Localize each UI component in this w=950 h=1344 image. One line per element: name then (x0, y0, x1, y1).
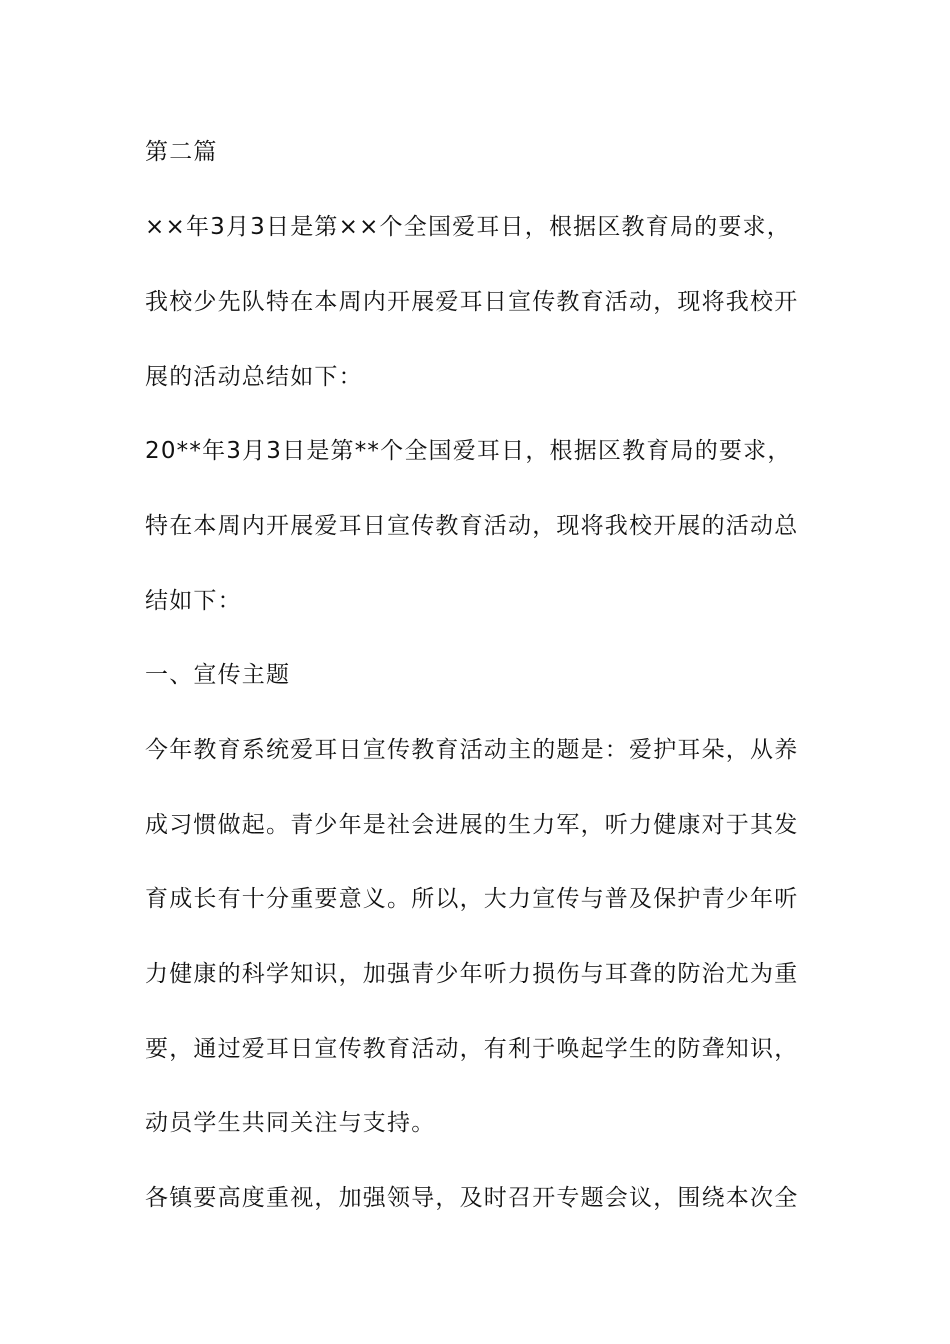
section-heading: 第二篇 (145, 139, 218, 165)
text-line: 特在本周内开展爱耳日宣传教育活动，现将我校开展的活动总 (145, 513, 799, 539)
text-line: 今年教育系统爱耳日宣传教育活动主的题是：爱护耳朵，从养 (145, 737, 799, 763)
text-line: ××年3月3日是第××个全国爱耳日，根据区教育局的要求， (145, 214, 791, 240)
text-line: 结如下： (145, 588, 242, 614)
text-line: 各镇要高度重视，加强领导，及时召开专题会议，围绕本次全 (145, 1185, 799, 1211)
text-line: 要，通过爱耳日宣传教育活动，有利于唤起学生的防聋知识， (145, 1036, 799, 1062)
text-line: 成习惯做起。青少年是社会进展的生力军，听力健康对于其发 (145, 812, 799, 838)
text-line: 我校少先队特在本周内开展爱耳日宣传教育活动，现将我校开 (145, 289, 799, 315)
text-line: 展的活动总结如下： (145, 364, 363, 390)
subsection-heading: 一、宣传主题 (145, 662, 291, 688)
text-line: 20**年3月3日是第**个全国爱耳日，根据区教育局的要求， (145, 438, 792, 464)
text-line: 育成长有十分重要意义。所以，大力宣传与普及保护青少年听 (145, 886, 799, 912)
text-line: 力健康的科学知识，加强青少年听力损伤与耳聋的防治尤为重 (145, 961, 799, 987)
text-line: 动员学生共同关注与支持。 (145, 1110, 436, 1136)
